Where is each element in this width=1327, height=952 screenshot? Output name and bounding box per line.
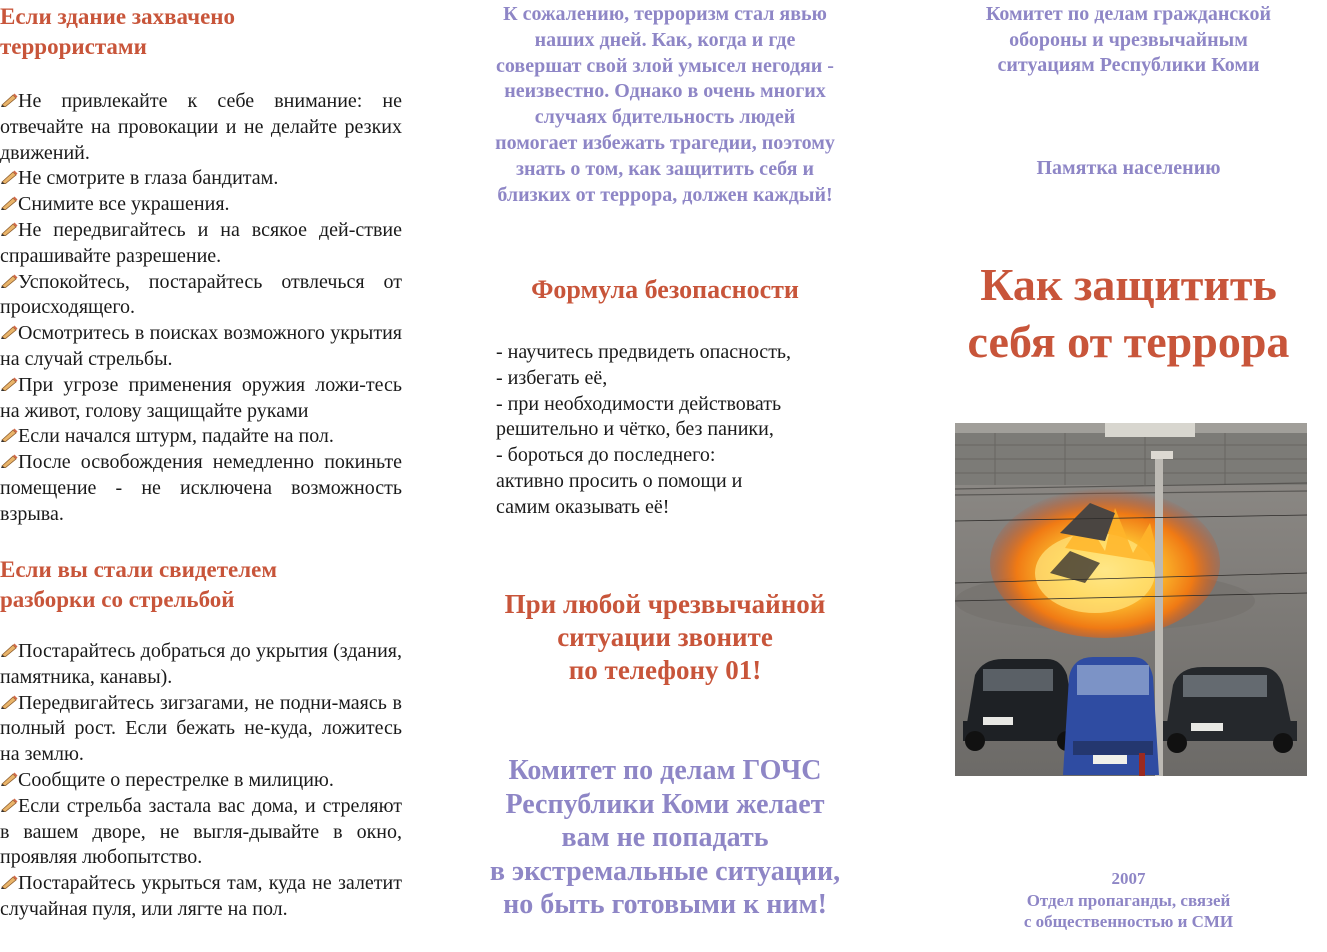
advice-text: Постарайтесь укрыться там, куда не залетит случайная пуля, или лягте на пол. [0, 872, 402, 920]
footer-credits [930, 868, 1327, 933]
pencil-icon [0, 196, 18, 210]
advice-text: Если стрельба застала вас дома, и стреляют в вашем дворе, не выгля-дывайте в окно, проявляя любопытство. [0, 794, 402, 869]
formula-item: - при необходимости действовать [496, 392, 782, 415]
pencil-icon [0, 222, 18, 236]
call-line: по телефону 01! [568, 655, 762, 685]
pencil-icon [0, 695, 18, 709]
shooting-advice-list [0, 639, 402, 923]
advice-text: Не привлекайте к себе внимание: не отвечайте на провокации и не делайте резких движений. [0, 90, 402, 164]
section-heading-shooting [0, 555, 277, 615]
advice-text: Передвигайтесь зигзагами, не подни-маясь в полный рост. Если бежать не-куда, ложитесь на землю. [0, 691, 402, 766]
formula-item: - научитесь предвидеть опасность, [496, 341, 792, 363]
hostage-advice-list [0, 89, 402, 528]
committee-line: обороны и чрезвычайным [1009, 28, 1248, 51]
advice-item [0, 166, 402, 192]
call-line: ситуации звоните [557, 622, 773, 652]
intro-line: случаях бдительность людей [534, 106, 796, 129]
advice-text: Не смотрите в глаза бандитам. [18, 167, 279, 190]
pencil-icon [0, 325, 18, 339]
formula-item: активно просить о помощи и [496, 469, 743, 492]
main-title [930, 256, 1327, 370]
intro-line: наших дней. Как, когда и где [534, 28, 796, 51]
formula-item: - избегать её, [496, 366, 608, 389]
memo-label: Памятка населению [1036, 157, 1221, 179]
advice-text: Осмотритесь в поисках возможного укрытия на случай стрельбы. [0, 322, 402, 370]
intro-line: К сожалению, терроризм стал явью [503, 3, 827, 25]
advice-item [0, 639, 402, 691]
intro-line: близких от террора, должен каждый! [497, 183, 833, 206]
footer-line: Отдел пропаганды, связей [1026, 890, 1231, 910]
advice-item [0, 768, 402, 794]
intro-line: знать о том, как защитить себя и [515, 157, 815, 180]
formula-heading: Формула безопасности [531, 275, 799, 304]
wish-line: но быть готовыми к ним! [503, 889, 827, 920]
pencil-icon [0, 798, 18, 812]
advice-item [0, 218, 402, 270]
call-line: При любой чрезвычайной [504, 589, 826, 619]
advice-text: Если начался штурм, падайте на пол. [18, 425, 334, 448]
intro-paragraph [460, 2, 870, 208]
formula-item: решительно и чётко, без паники, [496, 418, 774, 441]
footer-line: с общественностью и СМИ [1023, 912, 1234, 931]
wish-line: Республики Коми желает [505, 788, 825, 820]
advice-item [0, 373, 402, 425]
wish-line: в экстремальные ситуации, [489, 855, 841, 887]
pencil-icon [0, 428, 18, 442]
wish-line: Комитет по делам ГОЧС [508, 755, 822, 786]
advice-item [0, 321, 402, 373]
committee-line: Комитет по делам гражданской [985, 3, 1272, 25]
committee-name [930, 2, 1327, 79]
section-heading-hostage [0, 2, 235, 62]
pencil-icon [0, 93, 18, 107]
advice-text: Сообщите о перестрелке в милицию. [18, 768, 334, 791]
intro-line: совершат свой злой умысел негодяи - [496, 54, 834, 77]
formula-item: самим оказывать её! [496, 495, 670, 518]
advice-text: После освобождения немедленно покиньте помещение - не исключена возможность взрыва. [0, 451, 402, 525]
formula-list [496, 340, 876, 521]
pencil-icon [0, 875, 18, 889]
heading-line: террористами [0, 34, 147, 59]
advice-item [0, 192, 402, 218]
footer-line: 2007 [1111, 869, 1146, 888]
pencil-icon [0, 377, 18, 391]
advice-item [0, 89, 402, 166]
heading-line: Если здание захвачено [0, 4, 236, 29]
intro-line: неизвестно. Однако в очень многих [504, 80, 826, 103]
committee-wish [450, 754, 880, 922]
advice-item [0, 794, 402, 871]
advice-item [0, 691, 402, 768]
pencil-icon [0, 643, 18, 657]
heading-line: разборки со стрельбой [0, 587, 235, 612]
advice-text: Успокойтесь, постарайтесь отвлечься от происходящего. [0, 270, 402, 319]
advice-item [0, 424, 402, 450]
advice-text: При угрозе применения оружия ложи-тесь на живот, голову защищайте руками [0, 373, 402, 422]
advice-item [0, 270, 402, 322]
advice-item [0, 450, 402, 527]
pencil-icon [0, 772, 18, 786]
title-line: Как защитить [980, 259, 1277, 310]
advice-text: Не передвигайтесь и на всякое дей-ствие спрашивайте разрешение. [0, 218, 402, 267]
pencil-icon [0, 170, 18, 184]
formula-item: - бороться до последнего: [496, 444, 716, 467]
pencil-icon [0, 274, 18, 288]
heading-line: Если вы стали свидетелем [0, 557, 277, 582]
wish-line: вам не попадать [561, 822, 769, 853]
photo-illustration [955, 423, 1307, 776]
emergency-call-text [450, 588, 880, 687]
advice-text: Снимите все украшения. [18, 193, 230, 216]
title-line: себя от террора [967, 316, 1290, 367]
advice-text: Постарайтесь добраться до укрытия (здания, памятника, канавы). [0, 640, 402, 688]
intro-line: помогает избежать трагедии, поэтому [495, 131, 835, 154]
pencil-icon [0, 454, 18, 468]
burning-car-photo [955, 423, 1307, 776]
committee-line: ситуациям Республики Коми [997, 54, 1260, 76]
advice-item [0, 871, 402, 923]
